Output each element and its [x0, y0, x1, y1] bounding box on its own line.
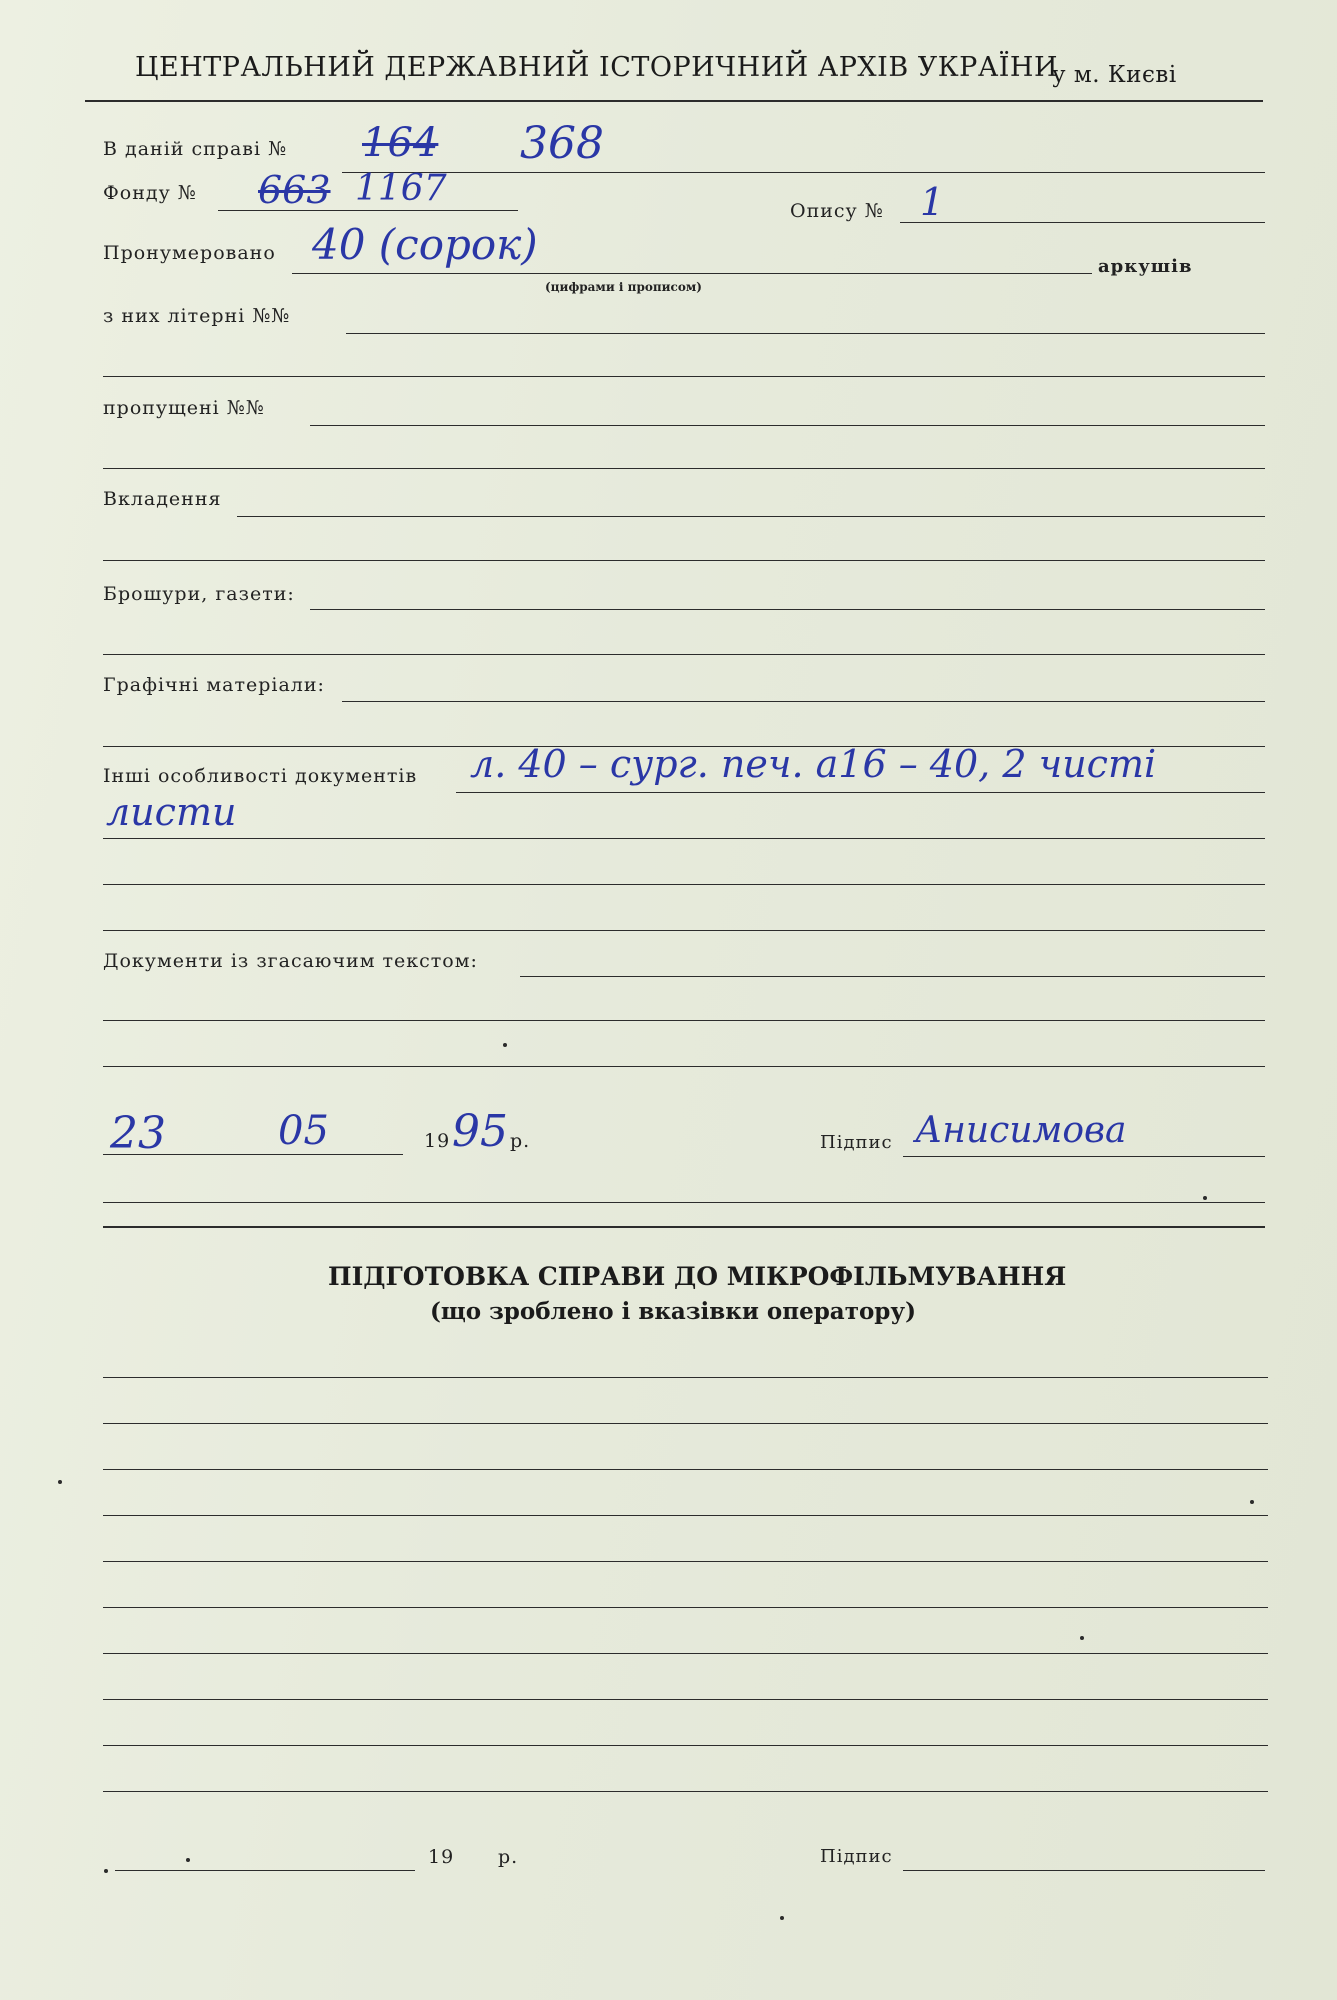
attachments-line-2 — [103, 560, 1265, 561]
literal-line — [346, 333, 1265, 334]
microfilm-subtitle: (що зроблено і вказівки оператору) — [430, 1298, 916, 1325]
microfilm-line-3 — [103, 1469, 1268, 1470]
fading-line-3 — [103, 1066, 1265, 1067]
brochures-line — [310, 609, 1265, 610]
fond-new-value: 1167 — [355, 168, 447, 209]
microfilm-line-4 — [103, 1515, 1268, 1516]
microfilm-line-6 — [103, 1607, 1268, 1608]
attachments-line — [237, 516, 1265, 517]
graphics-line — [342, 701, 1265, 702]
signature-label: Підпис — [820, 1132, 893, 1153]
date-year-prefix: 19 — [424, 1130, 451, 1152]
date-line-2 — [103, 1202, 1265, 1203]
attachments-label: Вкладення — [103, 488, 222, 510]
microfilm-line-2 — [103, 1423, 1268, 1424]
opys-value: 1 — [920, 180, 945, 224]
graphics-label: Графічні матеріали: — [103, 674, 325, 696]
microfilm-line-5 — [103, 1561, 1268, 1562]
case-label: В даній справі № — [103, 138, 288, 160]
brochures-label: Брошури, газети: — [103, 583, 295, 605]
microfilm-line-1 — [103, 1377, 1268, 1378]
fading-line-2 — [103, 1020, 1265, 1021]
opys-line — [900, 222, 1265, 223]
paper-speck — [1203, 1196, 1207, 1200]
microfilm-signature-label: Підпис — [820, 1846, 893, 1867]
literal-line-2 — [103, 376, 1265, 377]
signature-value: Анисимова — [915, 1110, 1127, 1151]
microfilm-line-7 — [103, 1653, 1268, 1654]
brochures-line-2 — [103, 654, 1265, 655]
date-line — [103, 1154, 403, 1155]
other-line — [456, 792, 1265, 793]
archive-name: ЦЕНТРАЛЬНИЙ ДЕРЖАВНИЙ ІСТОРИЧНИЙ АРХІВ УКРАЇНИ — [135, 52, 1059, 83]
paper-speck — [503, 1043, 507, 1047]
case-old-value: 164 — [362, 120, 439, 166]
numbered-label: Пронумеровано — [103, 242, 276, 264]
date-suffix: р. — [510, 1130, 531, 1152]
section-divider — [103, 1226, 1265, 1228]
date-month: 05 — [278, 1108, 329, 1154]
microfilm-title: ПІДГОТОВКА СПРАВИ ДО МІКРОФІЛЬМУВАННЯ — [328, 1262, 1067, 1291]
fading-line — [520, 976, 1265, 977]
opys-label: Опису № — [790, 200, 884, 222]
microfilm-signature-line — [903, 1870, 1265, 1871]
other-value-line1: л. 40 – сург. печ. а16 – 40, 2 чисті — [470, 742, 1157, 786]
bullet-mark — [186, 1858, 190, 1862]
fading-label: Документи із згасаючим текстом: — [103, 950, 478, 972]
fond-old-value: 663 — [258, 168, 331, 212]
date-day: 23 — [110, 1108, 166, 1159]
date-year-hw: 95 — [452, 1106, 508, 1157]
numbered-value: 40 (сорок) — [312, 220, 538, 269]
missing-line-2 — [103, 468, 1265, 469]
microfilm-year-prefix: 19 — [428, 1846, 455, 1868]
microfilm-line-10 — [103, 1791, 1268, 1792]
numbered-hint: (цифрами і прописом) — [545, 280, 702, 294]
other-label: Інші особливості документів — [103, 765, 418, 787]
paper-speck — [58, 1480, 62, 1484]
header-rule — [85, 100, 1263, 102]
microfilm-year-suffix: р. — [498, 1846, 519, 1868]
numbered-suffix: аркушів — [1098, 256, 1193, 277]
signature-line — [903, 1156, 1265, 1157]
archive-city: у м. Києві — [1052, 62, 1177, 88]
case-new-value: 368 — [520, 118, 604, 169]
bullet-mark — [104, 1869, 108, 1873]
missing-line — [310, 425, 1265, 426]
other-line-3 — [103, 884, 1265, 885]
paper-speck — [1080, 1636, 1084, 1640]
case-line — [342, 172, 1265, 173]
missing-label: пропущені №№ — [103, 397, 265, 419]
other-value-line2: листи — [106, 790, 237, 834]
numbered-line — [292, 273, 1092, 274]
microfilm-line-8 — [103, 1699, 1268, 1700]
paper-speck — [1250, 1500, 1254, 1504]
other-line-4 — [103, 930, 1265, 931]
literal-label: з них літерні №№ — [103, 305, 291, 327]
paper-speck — [780, 1916, 784, 1920]
fond-label: Фонду № — [103, 182, 197, 204]
microfilm-date-line — [115, 1870, 415, 1871]
fond-line — [218, 210, 518, 211]
other-line-2 — [103, 838, 1265, 839]
microfilm-line-9 — [103, 1745, 1268, 1746]
